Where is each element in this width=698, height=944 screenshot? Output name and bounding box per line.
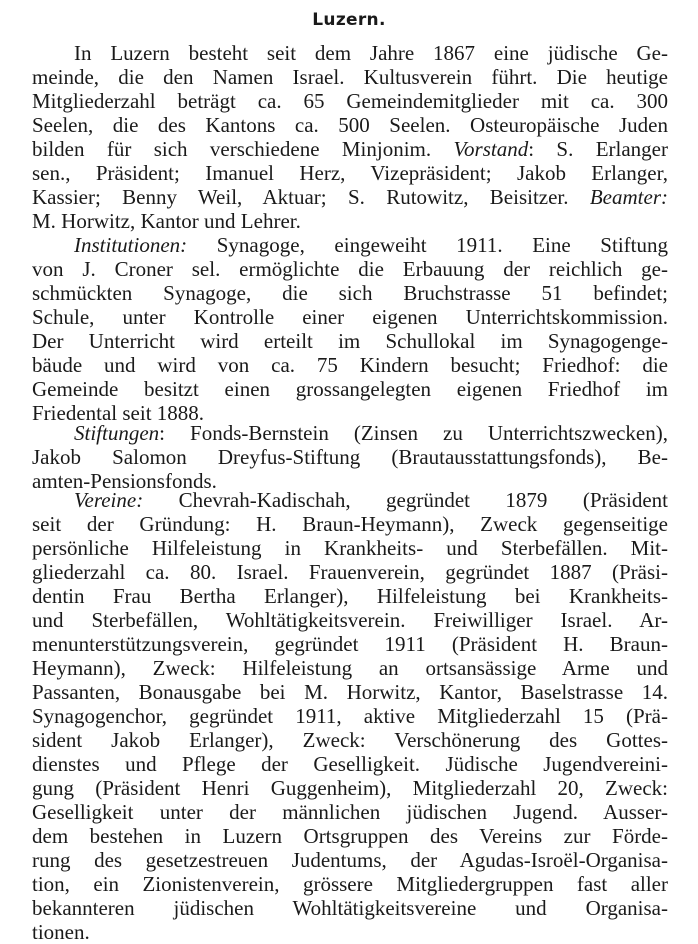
text-run: Seelen, die des Kantons ca. 500 Seelen. Osteuropäische Juden	[32, 113, 668, 137]
italic-heading: Vereine:	[74, 488, 144, 512]
text-run: dem bestehen in Luzern Ortsgruppen des Vereins zur Förde-	[32, 824, 668, 848]
text-line	[32, 537, 668, 559]
text-run: Der Unterricht wird erteilt im Schullokal im Synagogenge-	[32, 329, 668, 353]
text-line	[32, 162, 668, 184]
text-run: Synagoge, eingeweiht 1911. Eine Stiftung	[187, 233, 668, 257]
text-run: dienstes und Pflege der Geselligkeit. Jüdische Jugendvereini-	[32, 752, 668, 776]
text-line	[32, 849, 668, 871]
text-line	[32, 66, 668, 88]
text-line	[32, 186, 668, 208]
text-run: M. Horwitz, Kantor und Lehrer.	[32, 209, 301, 233]
text-line	[32, 897, 668, 919]
text-line	[32, 729, 668, 751]
italic-heading: Vorstand	[453, 137, 529, 161]
text-run: Gemeinde besitzt einen grossangelegten eigenen Friedhof im	[32, 377, 668, 401]
text-line	[32, 921, 668, 943]
text-line	[32, 561, 668, 583]
text-run: seit der Gründung: H. Braun-Heymann), Zweck gegenseitige	[32, 512, 668, 536]
text-run: von J. Croner sel. ermöglichte die Erbauung der reichlich ge-	[32, 257, 668, 281]
text-run: meinde, die den Namen Israel. Kultusverein führt. Die heutige	[32, 65, 668, 89]
text-run: Heymann), Zweck: Hilfeleistung an ortsansässige Arme und	[32, 656, 668, 680]
text-run: : Fonds-Bernstein (Zinsen zu Unterrichtszwecken),	[159, 421, 668, 445]
text-run: dentin Frau Bertha Erlanger), Hilfeleistung bei Krankheits-	[32, 584, 668, 608]
text-line	[32, 801, 668, 823]
text-line	[32, 258, 668, 280]
text-line	[32, 825, 668, 847]
text-line	[32, 609, 668, 631]
text-line	[32, 705, 668, 727]
text-line	[32, 873, 668, 895]
text-run: Passanten, Bonausgabe bei M. Horwitz, Kantor, Baselstrasse 14.	[32, 680, 668, 704]
text-run: sident Jakob Erlanger), Zweck: Verschönerung des Gottes-	[32, 728, 668, 752]
text-line	[32, 446, 668, 468]
text-line	[32, 330, 668, 352]
text-run: rung des gesetzestreuen Judentums, der Agudas-Isroël-Organisa-	[32, 848, 668, 872]
text-run: bäude und wird von ca. 75 Kindern besucht; Friedhof: die	[32, 353, 668, 377]
text-line	[32, 777, 668, 799]
text-run: und Sterbefällen, Wohltätigkeitsverein. Freiwilliger Israel. Ar-	[32, 608, 668, 632]
text-run: bekannteren jüdischen Wohltätigkeitsvereine und Organisa-	[32, 896, 668, 920]
italic-heading: Stiftungen	[74, 421, 160, 445]
text-run: Jakob Salomon Dreyfus-Stiftung (Brautausstattungsfonds), Be-	[32, 445, 668, 469]
text-line	[74, 42, 668, 64]
text-line	[32, 114, 668, 136]
text-run: menunterstützungsverein, gegründet 1911 (Präsident H. Braun-	[32, 632, 668, 656]
text-run: tion, ein Zionistenverein, grössere Mitgliedergruppen fast aller	[32, 872, 668, 896]
text-run: schmückten Synagoge, die sich Bruchstrasse 51 befindet;	[32, 281, 668, 305]
text-run: Friedental seit 1888.	[32, 401, 205, 425]
text-run: Geselligkeit unter der männlichen jüdischen Jugend. Ausser-	[32, 800, 668, 824]
text-line	[74, 422, 668, 444]
text-run: Kassier; Benny Weil, Aktuar; S. Rutowitz, Beisitzer.	[32, 185, 590, 209]
text-run: Schule, unter Kontrolle einer eigenen Unterrichtskommission.	[32, 305, 668, 329]
page-title: Luzern.	[312, 10, 386, 30]
text-line	[74, 489, 668, 511]
text-line	[32, 681, 668, 703]
text-run: bilden für sich verschiedene Minjonim.	[32, 137, 454, 161]
text-line	[32, 282, 668, 304]
text-run: persönliche Hilfeleistung in Krankheits- und Sterbefällen. Mit-	[32, 536, 668, 560]
text-line	[32, 633, 668, 655]
text-line	[32, 354, 668, 376]
text-run: In Luzern besteht seit dem Jahre 1867 eine jüdische Ge-	[74, 41, 668, 65]
text-run: amten-Pensionsfonds.	[32, 469, 217, 493]
text-run: tionen.	[32, 920, 90, 944]
text-line	[32, 306, 668, 328]
italic-heading: Institutionen:	[74, 233, 188, 257]
text-line	[32, 753, 668, 775]
text-run: Mitgliederzahl beträgt ca. 65 Gemeindemitglieder mit ca. 300	[32, 89, 668, 113]
text-line	[32, 378, 668, 400]
text-line	[32, 585, 668, 607]
text-line	[32, 210, 668, 232]
italic-heading: Beamter:	[589, 185, 668, 209]
text-run: gliederzahl ca. 80. Israel. Frauenverein, gegründet 1887 (Präsi-	[32, 560, 668, 584]
text-line	[32, 138, 668, 160]
text-run: Chevrah-Kadischah, gegründet 1879 (Präsident	[143, 488, 668, 512]
text-run: gung (Präsident Henri Guggenheim), Mitgliederzahl 20, Zweck:	[32, 776, 668, 800]
text-line	[32, 657, 668, 679]
text-line	[32, 513, 668, 535]
text-run: : S. Erlanger	[528, 137, 668, 161]
text-line	[74, 234, 668, 256]
text-line	[32, 90, 668, 112]
text-run: sen., Präsident; Imanuel Herz, Vizepräsident; Jakob Erlanger,	[32, 161, 668, 185]
text-run: Synagogenchor, gegründet 1911, aktive Mitgliederzahl 15 (Prä-	[32, 704, 668, 728]
